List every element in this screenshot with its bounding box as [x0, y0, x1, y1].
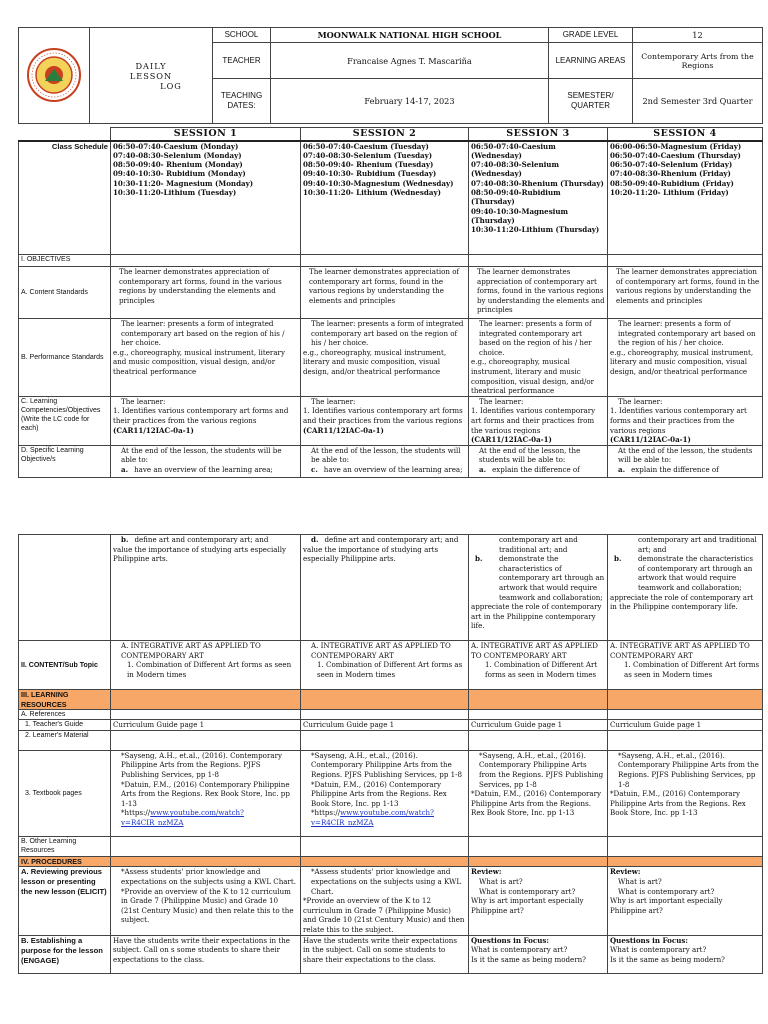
school-logo-cell [19, 28, 90, 124]
lesson-log-page-2 [18, 534, 762, 974]
title-daily: DAILY [135, 60, 167, 71]
session-header-row [19, 128, 763, 141]
establishing-s1: Have the students write their expectations in the subject. Call on s some students to share their expectations to the class. [111, 935, 301, 973]
textbook-s3: *Sayseng, A.H., et.al., (2016). Contemporary Philippine Arts from the Regions. PJFS Publishing Services, pp 1-8 *Datuin, F.M., (2016) Contemporary Philippine Arts from the Regions. Rex Book Store, Inc. pp 1-13 [469, 750, 608, 836]
title-lesson: LESSON [129, 70, 173, 81]
content-label: II. CONTENT/Sub Topic [19, 641, 111, 690]
content-standards-s1: The learner demonstrates appreciation of contemporary art forms, found in the various regions by understanding the elements and principles [111, 267, 301, 319]
teaching-dates-label: TEACHING DATES: [213, 79, 271, 124]
content-standards-label: A. Content Standards [19, 267, 111, 319]
learners-material-label: 2. Learner's Material [19, 730, 111, 750]
session-1-header: SESSION 1 [111, 128, 301, 141]
learning-areas-value: Contemporary Arts from the Regions [633, 43, 763, 79]
performance-s4: The learner: presents a form of integrated contemporary art based on the region of his / her choice. e.g., choreography, musical instrument, literary and music composition, visual design, and/or theatrical performance [608, 319, 763, 397]
school-name: MOONWALK NATIONAL HIGH SCHOOL [271, 28, 549, 43]
youtube-link-s1[interactable]: www.youtube.com/watch?v=R4CIR_nzMZA [121, 808, 244, 827]
content-s1: A. INTEGRATIVE ART AS APPLIED TO CONTEMPORARY ART 1. Combination of Different Art forms as seen in Modern times [111, 641, 301, 690]
textbook-s2: *Sayseng, A.H., et.al., (2016). Contemporary Philippine Arts from the Regions. PJFS Publishing Services, pp 1-8 *Datuin, F.M., (2016) Contemporary Philippine Arts from the Regions. Rex Book Store, Inc. pp 1-13 *https://www.youtube.com/watch?v=R4CIR_nzMZA [301, 750, 469, 836]
content-standards-row [19, 267, 763, 319]
textbook-row [19, 750, 763, 836]
content-s3: A. INTEGRATIVE ART AS APPLIED TO CONTEMPORARY ART 1. Combination of Different Art forms as seen in Modern times [469, 641, 608, 690]
teachers-guide-s2: Curriculum Guide page 1 [301, 720, 469, 731]
teacher-name: Francaise Agnes T. Mascariña [271, 43, 549, 79]
specific-cont-s3: contemporary art and traditional art; and b. demonstrate the characteristics of contemporary art through an artwork that would require teamwork and collaboration; appreciate the role of contemporary art in the Philippine contemporary life. [469, 535, 608, 641]
competencies-label: C. Learning Competencies/Objectives (Write the LC code for each) [19, 396, 111, 445]
references-label: A. References [19, 710, 111, 720]
specific-s1: At the end of the lesson, the students will be able to: a. have an overview of the learning area; [111, 445, 301, 477]
reviewing-s4: Review: What is art? What is contemporary art? Why is art important especially Philippine art? [608, 867, 763, 935]
grade-level-label: GRADE LEVEL [549, 28, 633, 43]
session-table-1 [18, 127, 763, 478]
semester-label: SEMESTER/ QUARTER [549, 79, 633, 124]
competencies-s3: The learner: 1. Identifies various contemporary art forms and their practices from the various regions (CAR11/12IAC-0a-1) [469, 396, 608, 445]
learners-material-row [19, 730, 763, 750]
learning-resources-label: III. LEARNING RESOURCES [19, 690, 111, 710]
specific-cont-s1: b. define art and contemporary art; and value the importance of studying arts especially Philippine arts. [111, 535, 301, 641]
lesson-log-page-1 [18, 27, 762, 478]
session-table-2 [18, 534, 763, 974]
textbook-s4: *Sayseng, A.H., et.al., (2016). Contemporary Philippine Arts from the Regions. PJFS Publishing Services, pp 1-8 *Datuin, F.M., (2016) Contemporary Philippine Arts from the Regions. Rex Book Store, Inc. pp 1-13 [608, 750, 763, 836]
specific-cont-s4: contemporary art and traditional art; and b. demonstrate the characteristics of contemporary art through an artwork that would require teamwork and collaboration; appreciate the role of contemporary art in the Philippine contemporary life. [608, 535, 763, 641]
specific-s2: At the end of the lesson, the students will be able to: c. have an overview of the learning area; [301, 445, 469, 477]
reviewing-label: A. Reviewing previous lesson or presenting the new lesson (ELICIT) [19, 867, 111, 935]
teachers-guide-label: 1. Teacher's Guide [19, 720, 111, 731]
performance-s1: The learner: presents a form of integrated contemporary art based on the region of his / her choice. e.g., choreography, musical instrument, literary and music composition, visual design, and/or theatrical performance [111, 319, 301, 397]
schedule-session-1: 06:50-07:40-Caesium (Monday) 07:40-08:30-Selenium (Monday) 08:50-09:40- Rhenium (Monday) 09:40-10:30- Rubidium (Monday) 10:30-11:20- Magnesium (Monday) 10:30-11:20-Lithium (Tuesday) [111, 141, 301, 255]
session-3-header: SESSION 3 [469, 128, 608, 141]
teaching-dates-value: February 14-17, 2023 [271, 79, 549, 124]
establishing-label: B. Establishing a purpose for the lesson (ENGAGE) [19, 935, 111, 973]
content-row [19, 641, 763, 690]
objectives-row [19, 255, 763, 267]
learning-resources-row [19, 690, 763, 710]
content-standards-s4: The learner demonstrates appreciation of contemporary art forms, found in the various regions by understanding the elements and principles [608, 267, 763, 319]
specific-objectives-cont-row [19, 535, 763, 641]
session-2-header: SESSION 2 [301, 128, 469, 141]
establishing-s3: Questions in Focus: What is contemporary art? Is it the same as being modern? [469, 935, 608, 973]
title-log: LOG [160, 80, 182, 91]
performance-s3: The learner: presents a form of integrated contemporary art based on the region of his / her choice. e.g., choreography, musical instrument, literary and music composition, visual design, and/or theatrical performance [469, 319, 608, 397]
content-standards-s3: The learner demonstrates appreciation of contemporary art forms, found in the various regions by understanding the elements and principles [469, 267, 608, 319]
teachers-guide-s3: Curriculum Guide page 1 [469, 720, 608, 731]
procedures-row [19, 856, 763, 867]
textbook-s1: *Sayseng, A.H., et.al., (2016). Contemporary Philippine Arts from the Regions. PJFS Publishing Services, pp 1-8 *Datuin, F.M., (2016) Contemporary Philippine Arts from the Regions. Rex Book Store, Inc. pp 1-13 *https://www.youtube.com/watch?v=R4CIR_nzMZA [111, 750, 301, 836]
content-standards-s2: The learner demonstrates appreciation of contemporary art forms, found in the various regions by understanding the elements and principles [301, 267, 469, 319]
competencies-s4: The learner: 1. Identifies various contemporary art forms and their practices from the various regions (CAR11/12IAC-0a-1) [608, 396, 763, 445]
grade-level-value: 12 [633, 28, 763, 43]
other-resources-row [19, 836, 763, 856]
schedule-session-3: 06:50-07:40-Caesium (Wednesday) 07:40-08:30-Selenium (Wednesday) 07:40-08:30-Rhenium (Thursday) 08:50-09:40-Rubidium (Thursday) 09:40-10:30-Magnesium (Thursday) 10:30-11:20-Lithium (Thursday) [469, 141, 608, 255]
specific-s3: At the end of the lesson, the students will be able to: a. explain the difference of [469, 445, 608, 477]
reviewing-row [19, 867, 763, 935]
specific-s4: At the end of the lesson, the students will be able to: a. explain the difference of [608, 445, 763, 477]
specific-objectives-row [19, 445, 763, 477]
performance-s2: The learner: presents a form of integrated contemporary art based on the region of his / her choice. e.g., choreography, musical instrument, literary and music composition, visual design, and/or theatrical performance [301, 319, 469, 397]
reviewing-s3: Review: What is art? What is contemporary art? Why is art important especially Philippine art? [469, 867, 608, 935]
session-4-header: SESSION 4 [608, 128, 763, 141]
competencies-s1: The learner: 1. Identifies various contemporary art forms and their practices from the various regions (CAR11/12IAC-0a-1) [111, 396, 301, 445]
title-cell [90, 28, 213, 124]
teachers-guide-row [19, 720, 763, 731]
establishing-s2: Have the students write their expectations in the subject. Call on some students to share their expectations to the class. [301, 935, 469, 973]
competencies-row [19, 396, 763, 445]
reviewing-s1: *Assess students' prior knowledge and expectations on the subjects using a KWL Chart. *Provide an overview of the K to 12 curriculum in Grade 7 (Philippine Music) and Grade 10 (21st Century Music) and then relate this to the subject. [111, 867, 301, 935]
establishing-s4: Questions in Focus: What is contemporary art? Is it the same as being modern? [608, 935, 763, 973]
schedule-session-2: 06:50-07:40-Caesium (Tuesday) 07:40-08:30-Selenium (Tuesday) 08:50-09:40- Rhenium (Tuesday) 09:40-10:30- Rubidium (Tuesday) 09:40-10:30-Magnesium (Wednesday) 10:30-11:20- Lithium (Wednesday) [301, 141, 469, 255]
teachers-guide-s4: Curriculum Guide page 1 [608, 720, 763, 731]
objectives-label: I. OBJECTIVES [19, 255, 111, 267]
specific-objectives-label: D. Specific Learning Objective/s [19, 445, 111, 477]
schedule-session-4: 06:00-06:50-Magnesium (Friday) 06:50-07:40-Caesium (Thursday) 06:50-07:40-Selenium (Friday) 07:40-08:30-Rhenium (Friday) 08:50-09:40-Rubidium (Friday) 10:20-11:20- Lithium (Friday) [608, 141, 763, 255]
establishing-row [19, 935, 763, 973]
textbook-label: 3. Textbook pages [19, 750, 111, 836]
performance-standards-row [19, 319, 763, 397]
youtube-link-s2[interactable]: www.youtube.com/watch?v=R4CIR_nzMZA [311, 808, 434, 827]
class-schedule-label: Class Schedule [19, 141, 111, 255]
learning-areas-label: LEARNING AREAS [549, 43, 633, 79]
header-table [18, 27, 763, 124]
content-s2: A. INTEGRATIVE ART AS APPLIED TO CONTEMPORARY ART 1. Combination of Different Art forms as seen in Modern times [301, 641, 469, 690]
references-row [19, 710, 763, 720]
procedures-label: IV. PROCEDURES [19, 856, 111, 867]
performance-standards-label: B. Performance Standards [19, 319, 111, 397]
content-s4: A. INTEGRATIVE ART AS APPLIED TO CONTEMPORARY ART 1. Combination of Different Art forms as seen in Modern times [608, 641, 763, 690]
other-resources-label: B. Other Learning Resources [19, 836, 111, 856]
teachers-guide-s1: Curriculum Guide page 1 [111, 720, 301, 731]
reviewing-s2: *Assess students' prior knowledge and expectations on the subjects using a KWL Chart. *Provide an overview of the K to 12 curriculum in Grade 7 (Philippine Music) and Grade 10 (21st Century Music) and then relate this to the subject. [301, 867, 469, 935]
school-seal-icon [26, 47, 82, 103]
competencies-s2: The learner: 1. Identifies various contemporary art forms and their practices from the various regions (CAR11/12IAC-0a-1) [301, 396, 469, 445]
specific-cont-s2: d. define art and contemporary art; and value the importance of studying arts especially Philippine arts. [301, 535, 469, 641]
semester-value: 2nd Semester 3rd Quarter [633, 79, 763, 124]
teacher-label: TEACHER [213, 43, 271, 79]
school-label: SCHOOL [213, 28, 271, 43]
class-schedule-row [19, 141, 763, 255]
